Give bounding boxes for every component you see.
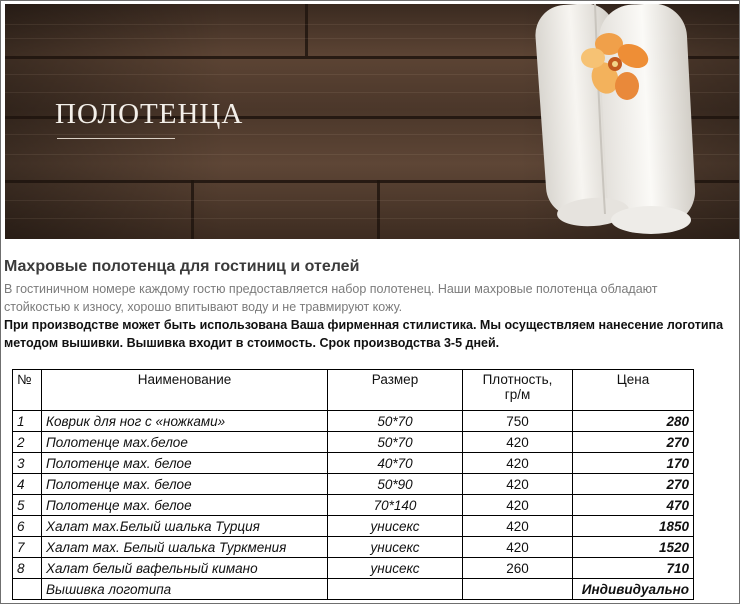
header-density-line1: Плотность,: [482, 372, 553, 387]
table-row: [13, 432, 694, 453]
header-banner: [5, 4, 739, 239]
cell-density: 420: [463, 516, 573, 537]
cell-density: 420: [463, 432, 573, 453]
header-density-line2: гр/м: [504, 387, 531, 402]
cell-density: 420: [463, 537, 573, 558]
cell-size: 50*70: [328, 432, 463, 453]
table-row: [13, 579, 694, 600]
cell-num: [13, 579, 42, 600]
cell-name: Полотенце мах. белое: [42, 474, 328, 495]
cell-num: 1: [13, 411, 42, 432]
cell-density: 260: [463, 558, 573, 579]
section-heading: Махровые полотенца для гостиниц и отелей: [4, 258, 360, 275]
table-row: [13, 537, 694, 558]
cell-num: 4: [13, 474, 42, 495]
cell-name: Полотенце мах. белое: [42, 495, 328, 516]
table-row: [13, 474, 694, 495]
cell-num: 8: [13, 558, 42, 579]
cell-price: 270: [573, 474, 694, 495]
cell-size: 50*90: [328, 474, 463, 495]
header-price: Цена: [573, 370, 694, 411]
production-note: [4, 316, 740, 352]
cell-size: унисекс: [328, 516, 463, 537]
cell-size: унисекс: [328, 558, 463, 579]
cell-name: Халат мах. Белый шалька Туркмения: [42, 537, 328, 558]
cell-num: 3: [13, 453, 42, 474]
note-line: методом вышивки. Вышивка входит в стоимость. Срок производства 3-5 дней.: [4, 336, 500, 350]
cell-price: 470: [573, 495, 694, 516]
cell-name: Полотенце мах.белое: [42, 432, 328, 453]
banner-title: ПОЛОТЕНЦА: [55, 98, 244, 130]
header-num: №: [13, 370, 42, 411]
cell-price: 170: [573, 453, 694, 474]
table-row: [13, 495, 694, 516]
cell-num: 7: [13, 537, 42, 558]
cell-size: 50*70: [328, 411, 463, 432]
table-header-row: [13, 370, 694, 411]
cell-density: 420: [463, 453, 573, 474]
cell-num: 5: [13, 495, 42, 516]
cell-name: Халат белый вафельный кимано: [42, 558, 328, 579]
intro-line: стойкостью к износу, хорошо впитывают воду и не травмируют кожу.: [4, 300, 403, 314]
header-name: Наименование: [42, 370, 328, 411]
cell-num: 2: [13, 432, 42, 453]
cell-density: [463, 579, 573, 600]
cell-num: 6: [13, 516, 42, 537]
cell-density: 420: [463, 495, 573, 516]
cell-size: 70*140: [328, 495, 463, 516]
table-row: [13, 558, 694, 579]
title-underline: [57, 138, 175, 139]
table-row: [13, 453, 694, 474]
table-row: [13, 516, 694, 537]
note-line: При производстве может быть использована Ваша фирменная стилистика. Мы осуществляем нанесение логотипа: [4, 318, 724, 332]
cell-name: Коврик для ног с «ножками»: [42, 411, 328, 432]
cell-size: унисекс: [328, 537, 463, 558]
cell-name: Халат мах.Белый шалька Турция: [42, 516, 328, 537]
intro-paragraph: [4, 280, 740, 316]
cell-price: 1850: [573, 516, 694, 537]
cell-density: 420: [463, 474, 573, 495]
cell-name: Полотенце мах. белое: [42, 453, 328, 474]
cell-density: 750: [463, 411, 573, 432]
cell-price: 270: [573, 432, 694, 453]
cell-size: 40*70: [328, 453, 463, 474]
price-table: [12, 369, 694, 600]
cell-price: 280: [573, 411, 694, 432]
table-row: [13, 411, 694, 432]
cell-size: [328, 579, 463, 600]
cell-price: Индивидуально: [573, 579, 694, 600]
cell-price: 710: [573, 558, 694, 579]
cell-price: 1520: [573, 537, 694, 558]
cell-name: Вышивка логотипа: [42, 579, 328, 600]
header-density: [463, 370, 573, 411]
intro-line: В гостиничном номере каждому гостю предоставляется набор полотенец. Наши махровые полотенца обладают: [4, 282, 658, 296]
header-size: Размер: [328, 370, 463, 411]
